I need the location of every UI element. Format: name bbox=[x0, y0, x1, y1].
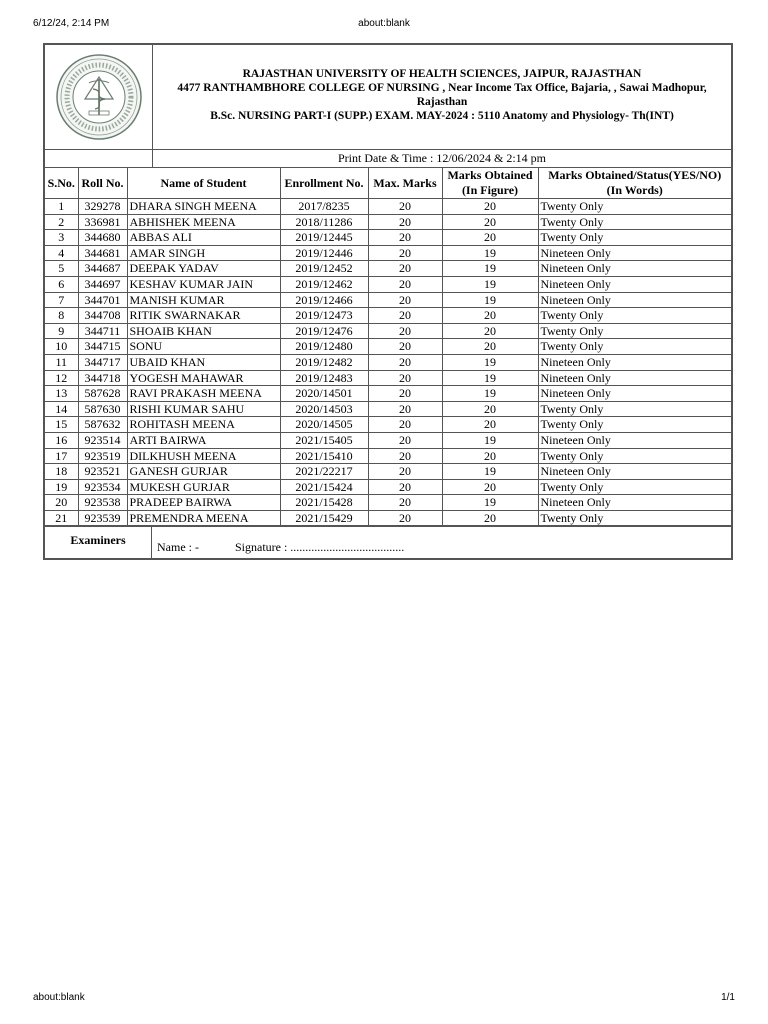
cell-sno: 20 bbox=[45, 495, 78, 511]
cell-roll: 344708 bbox=[78, 308, 127, 324]
col-enrollment: Enrollment No. bbox=[280, 168, 368, 199]
cell-roll: 587630 bbox=[78, 401, 127, 417]
table-body bbox=[45, 199, 731, 526]
marks-table bbox=[45, 168, 731, 526]
cell-enrollment: 2019/12462 bbox=[280, 276, 368, 292]
college-line: 4477 RANTHAMBHORE COLLEGE OF NURSING , Near Income Tax Office, Bajaria, , Sawai Madhopur, bbox=[177, 82, 707, 94]
cell-marks-words: Nineteen Only bbox=[538, 245, 731, 261]
cell-marks-words: Nineteen Only bbox=[538, 370, 731, 386]
table-row bbox=[45, 354, 731, 370]
logo-cell bbox=[45, 45, 153, 149]
cell-roll: 923514 bbox=[78, 432, 127, 448]
cell-enrollment: 2020/14505 bbox=[280, 417, 368, 433]
cell-roll: 344718 bbox=[78, 370, 127, 386]
cell-marks-figure: 20 bbox=[442, 199, 538, 215]
cell-marks-figure: 20 bbox=[442, 510, 538, 526]
cell-marks-figure: 19 bbox=[442, 370, 538, 386]
cell-sno: 14 bbox=[45, 401, 78, 417]
cell-enrollment: 2019/12466 bbox=[280, 292, 368, 308]
cell-name: ABHISHEK MEENA bbox=[127, 214, 280, 230]
col-max-marks: Max. Marks bbox=[368, 168, 442, 199]
cell-marks-figure: 20 bbox=[442, 479, 538, 495]
table-row bbox=[45, 479, 731, 495]
cell-max-marks: 20 bbox=[368, 245, 442, 261]
cell-roll: 587628 bbox=[78, 386, 127, 402]
cell-roll: 344715 bbox=[78, 339, 127, 355]
cell-max-marks: 20 bbox=[368, 432, 442, 448]
cell-name: YOGESH MAHAWAR bbox=[127, 370, 280, 386]
cell-sno: 2 bbox=[45, 214, 78, 230]
exam-title: B.Sc. NURSING PART-I (SUPP.) EXAM. MAY-2024 : 5110 Anatomy and Physiology- Th(INT) bbox=[210, 110, 674, 122]
cell-enrollment: 2019/12473 bbox=[280, 308, 368, 324]
cell-marks-words: Twenty Only bbox=[538, 323, 731, 339]
cell-sno: 13 bbox=[45, 386, 78, 402]
cell-enrollment: 2021/22217 bbox=[280, 464, 368, 480]
cell-sno: 21 bbox=[45, 510, 78, 526]
cell-roll: 344697 bbox=[78, 276, 127, 292]
cell-name: ARTI BAIRWA bbox=[127, 432, 280, 448]
examiner-name: Name : - bbox=[157, 540, 199, 555]
cell-marks-figure: 19 bbox=[442, 261, 538, 277]
cell-enrollment: 2021/15410 bbox=[280, 448, 368, 464]
table-row bbox=[45, 323, 731, 339]
cell-enrollment: 2021/15428 bbox=[280, 495, 368, 511]
cell-name: DILKHUSH MEENA bbox=[127, 448, 280, 464]
cell-max-marks: 20 bbox=[368, 448, 442, 464]
cell-sno: 9 bbox=[45, 323, 78, 339]
cell-name: RITIK SWARNAKAR bbox=[127, 308, 280, 324]
cell-enrollment: 2018/11286 bbox=[280, 214, 368, 230]
cell-roll: 329278 bbox=[78, 199, 127, 215]
cell-marks-figure: 19 bbox=[442, 495, 538, 511]
cell-name: ROHITASH MEENA bbox=[127, 417, 280, 433]
table-row bbox=[45, 245, 731, 261]
cell-sno: 18 bbox=[45, 464, 78, 480]
table-row bbox=[45, 214, 731, 230]
table-row bbox=[45, 308, 731, 324]
table-header-row bbox=[45, 168, 731, 199]
cell-enrollment: 2019/12482 bbox=[280, 354, 368, 370]
cell-max-marks: 20 bbox=[368, 308, 442, 324]
cell-max-marks: 20 bbox=[368, 464, 442, 480]
cell-name: UBAID KHAN bbox=[127, 354, 280, 370]
cell-marks-words: Twenty Only bbox=[538, 417, 731, 433]
col-name: Name of Student bbox=[127, 168, 280, 199]
cell-max-marks: 20 bbox=[368, 199, 442, 215]
print-date-row bbox=[45, 150, 731, 168]
cell-name: PREMENDRA MEENA bbox=[127, 510, 280, 526]
cell-max-marks: 20 bbox=[368, 510, 442, 526]
cell-enrollment: 2019/12480 bbox=[280, 339, 368, 355]
sheet-header bbox=[45, 45, 731, 150]
cell-max-marks: 20 bbox=[368, 354, 442, 370]
col-marks-figure: Marks Obtained (In Figure) bbox=[442, 168, 538, 199]
cell-marks-words: Twenty Only bbox=[538, 448, 731, 464]
examiners-fields bbox=[152, 527, 731, 558]
cell-name: DHARA SINGH MEENA bbox=[127, 199, 280, 215]
sheet-title bbox=[153, 45, 731, 149]
table-row bbox=[45, 401, 731, 417]
examiners-row bbox=[45, 526, 731, 558]
cell-name: DEEPAK YADAV bbox=[127, 261, 280, 277]
print-date-time: Print Date & Time : 12/06/2024 & 2:14 pm bbox=[337, 151, 546, 165]
examiners-label: Examiners bbox=[45, 527, 152, 558]
cell-roll: 344681 bbox=[78, 245, 127, 261]
cell-roll: 923521 bbox=[78, 464, 127, 480]
cell-marks-figure: 19 bbox=[442, 432, 538, 448]
cell-max-marks: 20 bbox=[368, 386, 442, 402]
col-marks-words: Marks Obtained/Status(YES/NO) (In Words) bbox=[538, 168, 731, 199]
cell-sno: 15 bbox=[45, 417, 78, 433]
cell-marks-words: Nineteen Only bbox=[538, 386, 731, 402]
footer-page-number: 1/1 bbox=[721, 992, 735, 1003]
cell-sno: 16 bbox=[45, 432, 78, 448]
university-name: RAJASTHAN UNIVERSITY OF HEALTH SCIENCES, JAIPUR, RAJASTHAN bbox=[242, 68, 642, 80]
cell-marks-figure: 20 bbox=[442, 214, 538, 230]
cell-max-marks: 20 bbox=[368, 214, 442, 230]
table-row bbox=[45, 199, 731, 215]
cell-marks-words: Nineteen Only bbox=[538, 354, 731, 370]
cell-marks-words: Twenty Only bbox=[538, 401, 731, 417]
table-row bbox=[45, 370, 731, 386]
cell-max-marks: 20 bbox=[368, 401, 442, 417]
cell-name: SHOAIB KHAN bbox=[127, 323, 280, 339]
cell-enrollment: 2021/15424 bbox=[280, 479, 368, 495]
cell-marks-figure: 20 bbox=[442, 308, 538, 324]
cell-roll: 344701 bbox=[78, 292, 127, 308]
cell-marks-figure: 20 bbox=[442, 401, 538, 417]
cell-sno: 5 bbox=[45, 261, 78, 277]
table-row bbox=[45, 261, 731, 277]
cell-enrollment: 2019/12446 bbox=[280, 245, 368, 261]
cell-roll: 923539 bbox=[78, 510, 127, 526]
cell-marks-figure: 19 bbox=[442, 276, 538, 292]
cell-marks-words: Twenty Only bbox=[538, 479, 731, 495]
cell-marks-words: Twenty Only bbox=[538, 510, 731, 526]
table-row bbox=[45, 292, 731, 308]
cell-sno: 10 bbox=[45, 339, 78, 355]
cell-marks-words: Nineteen Only bbox=[538, 261, 731, 277]
table-row bbox=[45, 339, 731, 355]
print-page-title: about:blank bbox=[358, 18, 410, 29]
examiner-signature: Signature : ...................................... bbox=[234, 540, 405, 555]
table-row bbox=[45, 495, 731, 511]
cell-name: AMAR SINGH bbox=[127, 245, 280, 261]
cell-marks-words: Nineteen Only bbox=[538, 432, 731, 448]
cell-enrollment: 2019/12452 bbox=[280, 261, 368, 277]
cell-roll: 344687 bbox=[78, 261, 127, 277]
cell-name: PRADEEP BAIRWA bbox=[127, 495, 280, 511]
cell-roll: 344711 bbox=[78, 323, 127, 339]
cell-sno: 12 bbox=[45, 370, 78, 386]
cell-max-marks: 20 bbox=[368, 230, 442, 246]
cell-max-marks: 20 bbox=[368, 276, 442, 292]
cell-sno: 7 bbox=[45, 292, 78, 308]
footer-url: about:blank bbox=[33, 992, 85, 1003]
cell-sno: 6 bbox=[45, 276, 78, 292]
cell-roll: 923534 bbox=[78, 479, 127, 495]
cell-roll: 923519 bbox=[78, 448, 127, 464]
cell-marks-words: Twenty Only bbox=[538, 214, 731, 230]
cell-sno: 1 bbox=[45, 199, 78, 215]
cell-roll: 336981 bbox=[78, 214, 127, 230]
cell-marks-words: Nineteen Only bbox=[538, 495, 731, 511]
cell-name: MANISH KUMAR bbox=[127, 292, 280, 308]
cell-sno: 3 bbox=[45, 230, 78, 246]
cell-marks-figure: 19 bbox=[442, 386, 538, 402]
cell-marks-words: Nineteen Only bbox=[538, 276, 731, 292]
cell-enrollment: 2019/12445 bbox=[280, 230, 368, 246]
cell-max-marks: 20 bbox=[368, 339, 442, 355]
cell-name: GANESH GURJAR bbox=[127, 464, 280, 480]
cell-roll: 587632 bbox=[78, 417, 127, 433]
print-datetime-header: 6/12/24, 2:14 PM bbox=[33, 18, 110, 29]
university-seal-icon bbox=[55, 53, 143, 141]
cell-max-marks: 20 bbox=[368, 479, 442, 495]
cell-marks-words: Nineteen Only bbox=[538, 464, 731, 480]
table-row bbox=[45, 386, 731, 402]
result-sheet bbox=[43, 43, 733, 560]
cell-name: KESHAV KUMAR JAIN bbox=[127, 276, 280, 292]
table-row bbox=[45, 510, 731, 526]
cell-sno: 8 bbox=[45, 308, 78, 324]
cell-sno: 19 bbox=[45, 479, 78, 495]
cell-marks-figure: 19 bbox=[442, 354, 538, 370]
cell-roll: 344717 bbox=[78, 354, 127, 370]
cell-sno: 11 bbox=[45, 354, 78, 370]
cell-enrollment: 2021/15429 bbox=[280, 510, 368, 526]
table-row bbox=[45, 230, 731, 246]
cell-marks-figure: 20 bbox=[442, 230, 538, 246]
cell-max-marks: 20 bbox=[368, 261, 442, 277]
cell-marks-figure: 20 bbox=[442, 417, 538, 433]
cell-max-marks: 20 bbox=[368, 323, 442, 339]
cell-marks-words: Twenty Only bbox=[538, 199, 731, 215]
cell-marks-figure: 20 bbox=[442, 339, 538, 355]
table-row bbox=[45, 448, 731, 464]
col-sno: S.No. bbox=[45, 168, 78, 199]
cell-enrollment: 2019/12476 bbox=[280, 323, 368, 339]
cell-enrollment: 2019/12483 bbox=[280, 370, 368, 386]
cell-name: RISHI KUMAR SAHU bbox=[127, 401, 280, 417]
cell-roll: 923538 bbox=[78, 495, 127, 511]
cell-enrollment: 2020/14501 bbox=[280, 386, 368, 402]
table-row bbox=[45, 464, 731, 480]
col-roll: Roll No. bbox=[78, 168, 127, 199]
cell-name: SONU bbox=[127, 339, 280, 355]
cell-marks-figure: 20 bbox=[442, 323, 538, 339]
cell-marks-words: Twenty Only bbox=[538, 339, 731, 355]
cell-marks-figure: 19 bbox=[442, 464, 538, 480]
cell-sno: 17 bbox=[45, 448, 78, 464]
cell-roll: 344680 bbox=[78, 230, 127, 246]
cell-marks-figure: 20 bbox=[442, 448, 538, 464]
cell-marks-words: Nineteen Only bbox=[538, 292, 731, 308]
cell-max-marks: 20 bbox=[368, 370, 442, 386]
cell-marks-words: Twenty Only bbox=[538, 230, 731, 246]
cell-name: RAVI PRAKASH MEENA bbox=[127, 386, 280, 402]
cell-max-marks: 20 bbox=[368, 495, 442, 511]
cell-max-marks: 20 bbox=[368, 292, 442, 308]
college-line-2: Rajasthan bbox=[416, 96, 468, 108]
cell-sno: 4 bbox=[45, 245, 78, 261]
cell-enrollment: 2021/15405 bbox=[280, 432, 368, 448]
table-row bbox=[45, 417, 731, 433]
cell-marks-figure: 19 bbox=[442, 292, 538, 308]
cell-enrollment: 2020/14503 bbox=[280, 401, 368, 417]
table-row bbox=[45, 432, 731, 448]
cell-name: MUKESH GURJAR bbox=[127, 479, 280, 495]
cell-enrollment: 2017/8235 bbox=[280, 199, 368, 215]
cell-name: ABBAS ALI bbox=[127, 230, 280, 246]
cell-marks-figure: 19 bbox=[442, 245, 538, 261]
cell-marks-words: Twenty Only bbox=[538, 308, 731, 324]
cell-max-marks: 20 bbox=[368, 417, 442, 433]
table-row bbox=[45, 276, 731, 292]
